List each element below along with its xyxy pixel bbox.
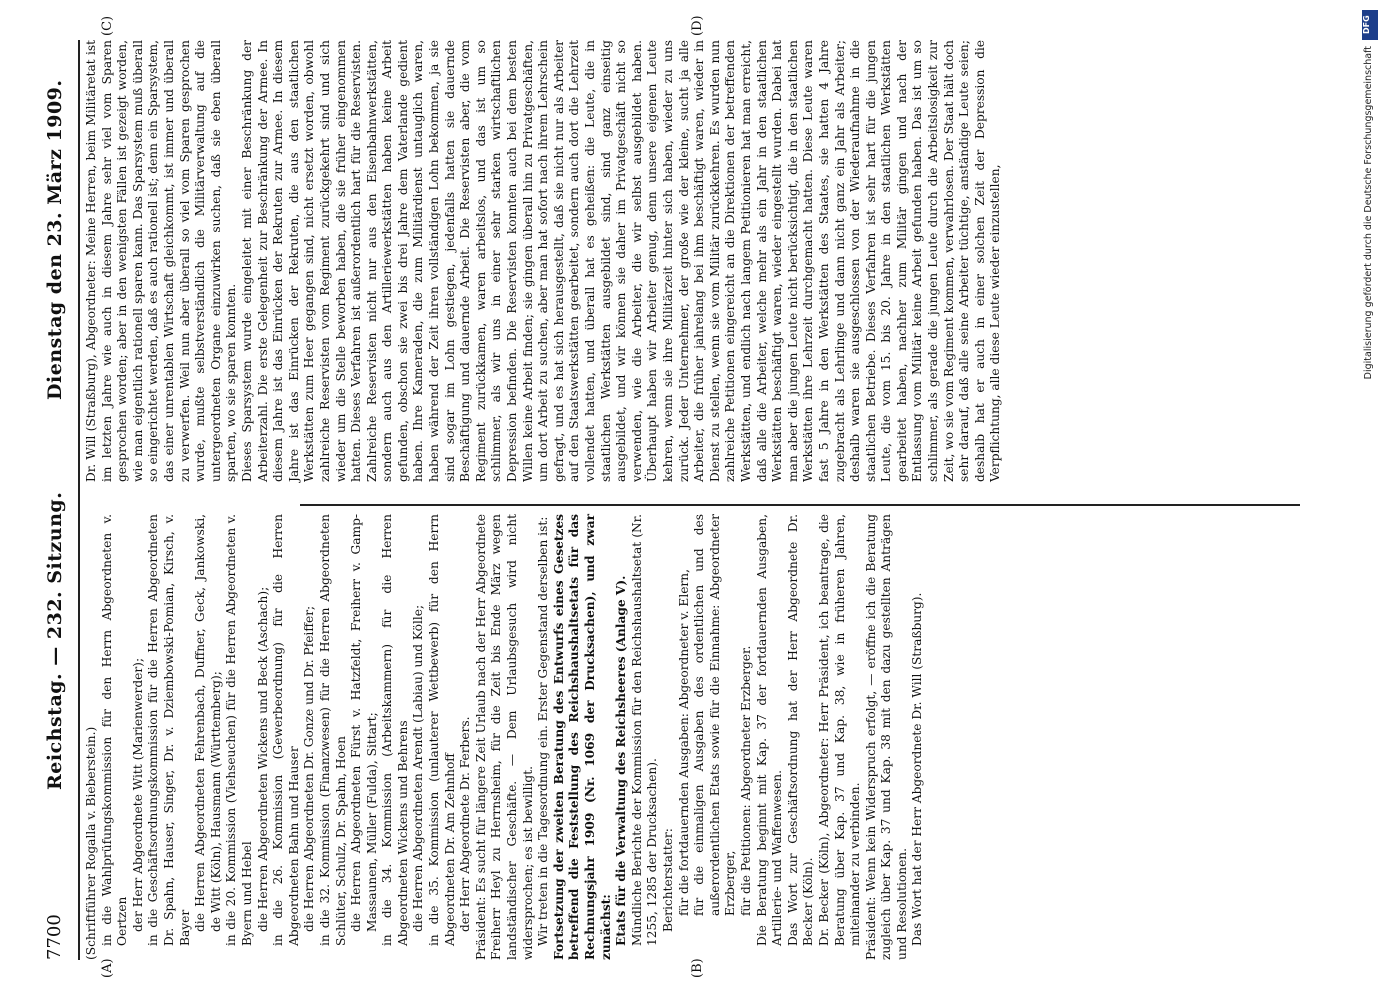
text-line: Dr. Becker (Köln), Abgeordneter: Herr Präsident, ich beantrage, die Beratung über Kap. 37 und Kap. 38, wie in früheren Jahren, miteinander zu verbinden. [816, 514, 863, 946]
text-line: Berichterstatter: [660, 828, 675, 932]
header-title: Reichstag. — 232. Sitzung. [44, 491, 66, 790]
side-margin [1360, 10, 1380, 990]
text-line: die Herren Abgeordneten Fürst v. Hatzfeldt, Freiherr v. Gamp-Massaunen, Müller (Fulda), Sittart; [349, 514, 379, 932]
column-divider [300, 504, 1300, 506]
margin-marker-a: (A) [100, 958, 115, 978]
text-paragraph: Dieses Sparsystem wurde eingeleitet mit einer Beschränkung der Arbeiterzahl. Die erste Gelegenheit zur Beschränkung der Armee. In diesem Jahre ist das Einrücken der Rekruten zur Armee. In diesem Jahre ist das Einrücken der Rekruten, die aus den staatlichen Werkstätten zum Heer gegangen sind, nicht ersetzt worden, obwohl zahlreiche Reservisten vom Regiment zurückgekehrt sind und sich wieder um die Stelle beworben haben, die sie früher eingenommen hatten. Dieses Verfahren ist außerordentlich hart für die Reservisten. Zahlreiche Reservisten nicht nur aus den Eisenbahnwerkstätten, sondern auch aus den Artilleriewerkstätten haben keine Arbeit gefunden, obschon sie zwei bis drei Jahre dem Vaterlande gedient haben. Ihre Kameraden, die zum Militärdienst untauglich waren, haben während der Zeit ihren vollständigen Lohn bekommen, ja sie sind sogar im Lohn gestiegen, jedenfalls hatten sie dauernde Beschäftigung und dauernde Arbeit. Die Reservisten aber, die vom Regiment zurückkamen, waren arbeitslos, und das ist um so schlimmer, als wir uns in einer sehr starken wirtschaftlichen Depression befinden. Die Reservisten konnten auch bei dem besten Willen keine Arbeit finden; sie gingen überall hin zu Privatgeschäften, um dort Arbeit zu suchen, aber man hat sofort nach ihrem Lehrschein gefragt, und es hat sich herausgestellt, daß sie nicht nur als Arbeiter auf den Staatswerkstätten gearbeitet, sondern auch dort die Lehrzeit vollendet hatten, und überall hat es geheißen: die Leute, die in staatlichen Werkstätten ausgebildet sind, sind ganz einseitig ausgebildet, und wir können sie daher im Privatgeschäft nicht so verwenden, wie die Arbeiter, die wir selbst ausgebildet haben. Überhaupt haben wir Arbeiter genug, denn unsere eigenen Leute kehren, wenn sie ihre Militärzeit hinter sich haben, wieder zu uns zurück. Jeder Unternehmer, der große wie der kleine, sucht ja alle Arbeiter, die früher jahrelang bei ihm beschäftigt waren, wieder in Dienst zu stellen, wenn sie vom Militär zurückkehren. Es wurden nun zahlreiche Petitionen eingereicht an die Direktionen der betreffenden Werkstätten, und endlich nach langem Petitionieren hat man erreicht, daß alle die Arbeiter, welche mehr als ein Jahr in den staatlichen Werkstätten beschäftigt waren, wieder eingestellt wurden. Dabei hat man aber die jungen Leute nicht berücksichtigt, die in den staatlichen Werkstätten ihre Lehrzeit durchgemacht hatten. Diese Leute waren fast 5 Jahre in den Werkstätten des Staates, sie hatten 4 Jahre zugebracht als Lehrlinge und dann nicht ganz ein Jahr als Arbeiter; deshalb waren sie ausgeschlossen von der Wiederaufnahme in die staatlichen Betriebe. Dieses Verfahren ist sehr hart für die jungen Leute, die vom 15. bis 20. Jahre in den staatlichen Werkstätten gearbeitet haben, nachher zum Militär gingen und nach der Entlassung vom Militär keine Arbeit gefunden haben. Das ist um so schlimmer, als gerade die jungen Leute durch die Arbeitslosigkeit zur Zeit, wo sie vom Regiment kommen, verwahrlosen. Der Staat hält doch sehr darauf, daß alle seine Arbeiter tüchtige, anständige Leute seien; deshalb hat er auch in einer solchen Zeit der Depression die Verpflichtung, alle diese Leute wieder einzustellen, [239, 40, 1003, 482]
text-line: für die einmaligen Ausgaben des ordentlichen und des außerordentlichen Etats sowie für die Einnahme: Abgeordneter Erzberger, [692, 514, 738, 916]
text-line: in die 26. Kommission (Gewerbeordnung) für die Herren Abgeordneten Bahn und Hauser [271, 514, 301, 946]
text-line: für die fortdauernden Ausgaben: Abgeordneter v. Elern, [676, 569, 691, 916]
text-line: Fortsetzung der zweiten Beratung des Entwurfs eines Gesetzes betreffend die Feststellung des Reichshaushaltsetats für das Rechnungsjahr 1909 (Nr. 1069 der Drucksachen), und zwar zunächst: [551, 514, 613, 960]
text-line: für die Petitionen: Abgeordneter Erzberger. [738, 645, 753, 916]
header-date: Dienstag den 23. März 1909. [44, 79, 66, 400]
text-line: Die Beratung beginnt mit Kap. 37 der fortdauernden Ausgaben, Artillerie- und Waffenwesen. [754, 514, 785, 946]
dfg-logo: DFG [1362, 10, 1378, 40]
text-line: die Herren Abgeordneten Arendt (Labiau) und Kölle; [411, 604, 426, 932]
text-line: in die 35. Kommission (unlauterer Wettbewerb) für den Herrn Abgeordneten Dr. Am Zehnhoff [427, 514, 457, 946]
text-paragraph: Dr. Will (Straßburg), Abgeordneter: Meine Herren, beim Militäretat ist im letzten Jahre wie auch in diesem Jahre sehr viel vom Sparen gesprochen worden; aber in den wenigsten Fällen ist gezeigt worden, wie man eigentlich rationell sparen kann. Das Sparsystem muß überall so eingerichtet werden, daß es auch rationell ist; denn ein Sparsystem, das einer unrentablen Wirtschaft gleichkommt, ist immer und überall zu verwerfen. Weil nun aber überall so viel vom Sparen gesprochen wurde, mußte selbstverständlich die Militärverwaltung auf die untergeordneten Organe einzuwirken suchen, daß sie eben überall sparten, wo sie sparen konnten. [84, 40, 239, 482]
text-line: in die 20. Kommission (Viehseuchen) für die Herren Abgeordneten v. Byern und Hebel [224, 514, 254, 946]
text-line: der Herr Abgeordnete Dr. Ferbers. [458, 716, 473, 932]
text-line: in die Geschäftsordnungskommission für die Herren Abgeordneten Dr. Spahn, Hauser, Singer, Dr. v. Dziembowski-Pomian, Kirsch, v. Bayer [146, 514, 192, 946]
text-line: in die 32. Kommission (Finanzwesen) für die Herren Abgeordneten Schlüter, Schulz, Dr. Spahn, Hoen [317, 514, 348, 946]
right-column [84, 40, 1004, 496]
text-line: Präsident: Es sucht für längere Zeit Urlaub nach der Herr Abgeordnete Freiherr Heyl zu Herrnsheim, für die Zeit bis Ende März wegen landständischer Geschäfte. — Dem Urlaubsgesuch wird nicht widersprochen; es ist bewilligt. [473, 514, 535, 960]
text-line: Präsident: Wenn kein Widerspruch erfolgt, — eröffne ich die Beratung zugleich über Kap. 37 und Kap. 38 mit den dazu gestellten Anträgen und Resolutionen. [863, 514, 909, 960]
text-line: in die Wahlprüfungskommission für den Herrn Abgeordneten v. Oertzen [99, 514, 130, 946]
text-line: Etats für die Verwaltung des Reichsheeres (Anlage V). [614, 575, 629, 946]
text-line: die Herren Abgeordneten Fehrenbach, Duffner, Geck, Jankowski, de Witt (Köln), Hausmann (Württemberg); [193, 514, 223, 932]
margin-marker-b: (B) [690, 958, 705, 978]
text-line: die Herren Abgeordneten Dr. Gonze und Dr. Pfeiffer; [302, 605, 317, 932]
text-line: Mündliche Berichte der Kommission für den Reichshaushaltsetat (Nr. 1255, 1285 der Drucksachen). [629, 514, 660, 946]
margin-marker-c: (C) [100, 15, 115, 36]
margin-marker-d: (D) [690, 15, 705, 36]
page-number: 7700 [44, 914, 65, 960]
text-line: Das Wort zur Geschäftsordnung hat der Herr Abgeordnete Dr. Becker (Köln). [785, 514, 816, 946]
text-line: in die 34. Kommission (Arbeitskammern) für die Herren Abgeordneten Wickens und Behrens [380, 514, 410, 946]
header-rule [78, 40, 80, 960]
page-header [38, 40, 78, 960]
funding-note: Digitalisierung gefördert durch die Deutsche Forschungsgemeinschaft [1363, 46, 1374, 380]
text-line: die Herren Abgeordneten Wickens und Beck (Aschach); [255, 586, 270, 932]
text-line: Wir treten in die Tagesordnung ein. Erster Gegenstand derselben ist: [536, 516, 551, 946]
text-line: der Herr Abgeordnete Witt (Marienwerder); [130, 657, 145, 932]
text-line: Das Wort hat der Herr Abgeordnete Dr. Will (Straßburg). [910, 592, 925, 946]
left-column [84, 514, 926, 960]
text-line: (Schriftführer Rogalla v. Bieberstein.) [84, 726, 98, 960]
